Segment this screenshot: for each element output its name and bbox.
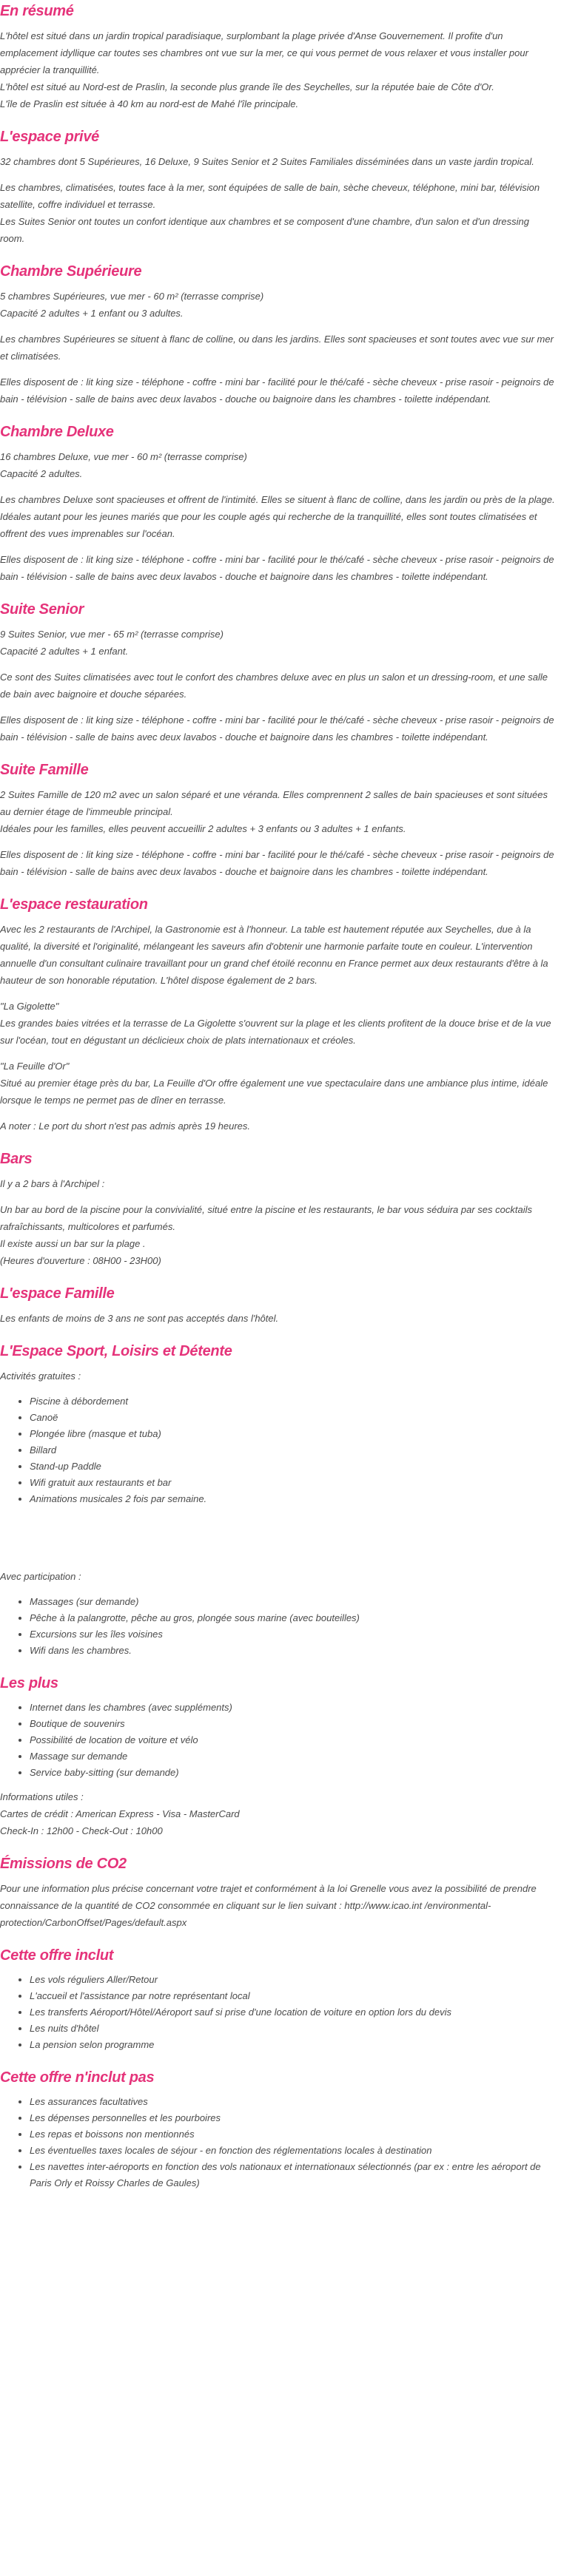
resume-line-1: L'hôtel est situé dans un jardin tropical paradisiaque, surplombant la plage privée d'Anse Gouvernement. Il profite d'un emplacement idyllique car toutes ses chambres ont vue sur la mer, ce qui vous permet de vous relaxer et vous installer pour apprécier la tranquillité. — [0, 30, 528, 75]
plus-info — [0, 1788, 555, 1839]
feuille-desc: Situé au premier étage près du bar, La Feuille d'Or offre également une vue spectaculaire dans une ambiance plus intime, idéale lorsque le temps ne permet pas de dîner en terrasse. — [0, 1078, 548, 1106]
senior-spec — [0, 626, 555, 660]
senior-spec-line-2: Capacité 2 adultes + 1 enfant. — [0, 646, 129, 657]
list-item: • Plongée libre (masque et tuba) — [30, 1426, 555, 1442]
list-item: • Internet dans les chambres (avec suppléments) — [30, 1700, 555, 1716]
section-title-superieure: Chambre Supérieure — [0, 263, 142, 280]
list-item: • Massage sur demande — [30, 1748, 555, 1765]
restaurant-feuille-dor — [0, 1058, 555, 1109]
list-item: • Boutique de souvenirs — [30, 1716, 555, 1732]
bars-details — [0, 1201, 555, 1269]
list-item: • Stand-up Paddle — [30, 1458, 555, 1475]
superieure-spec-line-2: Capacité 2 adultes + 1 enfant ou 3 adultes. — [0, 308, 184, 319]
list-item: • Pêche à la palangrotte, pêche au gros, plongée sous marine (avec bouteilles) — [30, 1610, 555, 1626]
gigolette-name: "La Gigolette" — [0, 1001, 59, 1012]
list-item: • Les repas et boissons non mentionnés — [30, 2126, 555, 2143]
famille-spec — [0, 786, 555, 837]
list-item: • Les assurances facultatives — [30, 2094, 555, 2110]
section-title-deluxe: Chambre Deluxe — [0, 424, 114, 440]
deluxe-spec — [0, 448, 555, 482]
gigolette-desc: Les grandes baies vitrées et la terrasse de La Gigolette s'ouvrent sur la plage et les clients profitent de la douce brise et de la vue sur l'océan, tout en dégustant un déclicieux choix de plats internationaux et créoles. — [0, 1018, 551, 1046]
list-item: • Les dépenses personnelles et les pourboires — [30, 2110, 555, 2126]
deluxe-spec-line-1: 16 chambres Deluxe, vue mer - 60 m² (terrasse comprise) — [0, 451, 247, 462]
resume-line-2: L'hôtel est situé au Nord-est de Praslin, la seconde plus grande île des Seychelles, sur la réputée baie de Côte d'Or. — [0, 81, 494, 92]
restauration-note: A noter : Le port du short n'est pas admis après 19 heures. — [0, 1120, 251, 1132]
list-item: • Les éventuelles taxes locales de séjour - en fonction des réglementations locales à destination — [30, 2143, 555, 2159]
sport-paid-label: Avec participation : — [0, 1571, 81, 1582]
section-title-espace-prive: L'espace privé — [0, 129, 99, 145]
restaurant-gigolette — [0, 998, 555, 1049]
section-title-resume: En résumé — [0, 3, 74, 19]
section-title-senior: Suite Senior — [0, 601, 84, 618]
famille-equip: Elles disposent de : lit king size - téléphone - coffre - mini bar - facilité pour le thé/café - sèche cheveux - prise rasoir - peignoirs de bain - télévision - salle de bains avec deux lavabos - douche et baignoire dans les chambres - toilette indépendant. — [0, 849, 554, 877]
list-item: • Massages (sur demande) — [30, 1594, 555, 1610]
espace-prive-p2-line-2: Les Suites Senior ont toutes un confort identique aux chambres et se composent d'une chambre, d'un salon et d'un dressing room. — [0, 216, 529, 244]
ninclut-list — [0, 2094, 555, 2191]
deluxe-equip: Elles disposent de : lit king size - téléphone - coffre - mini bar - facilité pour le thé/café - sèche cheveux - prise rasoir - peignoirs de bain - télévision - salle de bains avec deux lavabos - douche et baignoire dans les chambres - toilette indépendant. — [0, 554, 554, 582]
list-item: • Les nuits d'hôtel — [30, 2021, 555, 2037]
plus-info-line-3: Check-In : 12h00 - Check-Out : 10h00 — [0, 1825, 163, 1836]
senior-spec-line-1: 9 Suites Senior, vue mer - 65 m² (terrasse comprise) — [0, 629, 224, 640]
superieure-spec — [0, 288, 555, 322]
inclut-list — [0, 1972, 555, 2053]
list-item: • Service baby-sitting (sur demande) — [30, 1765, 555, 1781]
plus-list — [0, 1700, 555, 1781]
sport-free-list — [0, 1393, 555, 1507]
section-title-famille: Suite Famille — [0, 762, 89, 778]
list-item: • La pension selon programme — [30, 2037, 555, 2053]
espace-prive-p1: 32 chambres dont 5 Supérieures, 16 Deluxe, 9 Suites Senior et 2 Suites Familiales disséminées dans un vaste jardin tropical. — [0, 156, 534, 167]
section-title-co2: Émissions de CO2 — [0, 1856, 127, 1872]
famille-spec-line-2: Idéales pour les familles, elles peuvent accueillir 2 adultes + 3 enfants ou 3 adultes + 1 enfants. — [0, 823, 406, 834]
list-item: • L'accueil et l'assistance par notre représentant local — [30, 1988, 555, 2004]
senior-desc: Ce sont des Suites climatisées avec tout le confort des chambres deluxe avec en plus un salon et un dressing-room, et une salle de bain avec baignoire et douche séparées. — [0, 672, 548, 700]
resume-line-3: L'île de Praslin est située à 40 km au nord-est de Mahé l'île principale. — [0, 98, 299, 109]
plus-info-line-2: Cartes de crédit : American Express - Visa - MasterCard — [0, 1808, 240, 1819]
list-item: • Possibilité de location de voiture et vélo — [30, 1732, 555, 1748]
bars-line-2: Il existe aussi un bar sur la plage . — [0, 1238, 146, 1249]
superieure-equip: Elles disposent de : lit king size - téléphone - coffre - mini bar - facilité pour le thé/café - sèche cheveux - prise rasoir - peignoirs de bain - télévision - salle de bains avec deux lavabos - douche ou baignoire dans les chambres - toilette indépendant. — [0, 376, 554, 405]
list-item: • Les navettes inter-aéroports en fonction des vols nationaux et internationaux sélectionnés (par ex : entre les aéroport de Paris Orly et Roissy Charles de Gaules) — [30, 2159, 555, 2191]
section-title-bars: Bars — [0, 1151, 33, 1167]
list-item: • Excursions sur les îles voisines — [30, 1626, 555, 1643]
sport-free-label: Activités gratuites : — [0, 1370, 81, 1382]
section-title-sport: L'Espace Sport, Loisirs et Détente — [0, 1343, 232, 1359]
list-item: • Wifi dans les chambres. — [30, 1643, 555, 1659]
list-item: • Les transferts Aéroport/Hôtel/Aéroport sauf si prise d'une location de voiture en option lors du devis — [30, 2004, 555, 2021]
list-item: • Les vols réguliers Aller/Retour — [30, 1972, 555, 1988]
deluxe-spec-line-2: Capacité 2 adultes. — [0, 468, 83, 479]
espace-prive-p2-line-1: Les chambres, climatisées, toutes face à la mer, sont équipées de salle de bain, sèche cheveux, téléphone, mini bar, télévision satellite, coffre individuel et terrasse. — [0, 182, 540, 210]
superieure-spec-line-1: 5 chambres Supérieures, vue mer - 60 m² (terrasse comprise) — [0, 291, 264, 302]
bars-intro: Il y a 2 bars à l'Archipel : — [0, 1178, 105, 1189]
bars-line-3: (Heures d'ouverture : 08H00 - 23H00) — [0, 1255, 161, 1266]
list-item: • Piscine à débordement — [30, 1393, 555, 1410]
famille-spec-line-1: 2 Suites Famille de 120 m2 avec un salon séparé et une véranda. Elles comprennent 2 salles de bain spacieuses et sont situées au dernier étage de l'immeuble principal. — [0, 789, 548, 817]
bars-line-1: Un bar au bord de la piscine pour la convivialité, situé entre la piscine et les restaurants, le bar vous séduira par ses cocktails rafraîchissants, multicolores et parfumés. — [0, 1204, 532, 1232]
list-item: • Animations musicales 2 fois par semaine. — [30, 1491, 555, 1507]
section-title-ninclut: Cette offre n'inclut pas — [0, 2069, 155, 2086]
section-title-inclut: Cette offre inclut — [0, 1947, 114, 1964]
restauration-intro: Avec les 2 restaurants de l'Archipel, la Gastronomie est à l'honneur. La table est hautement réputée aux Seychelles, due à la qualité, la diversité et l'originalité, mélangeant les saveurs afin d'obtenir une harmonie parfaite toute en couleur. L'intervention annuelle d'un consultant culinaire travaillant pour un grand chef étoilé reconnu en France permet aux deux restaurants d'être à la hauteur de son honorable réputation. L'hôtel dispose également de 2 bars. — [0, 924, 548, 986]
espace-famille-text: Les enfants de moins de 3 ans ne sont pas acceptés dans l'hôtel. — [0, 1313, 279, 1324]
list-item: • Canoë — [30, 1410, 555, 1426]
resume-paragraph — [0, 27, 555, 112]
blank-space — [0, 1515, 555, 1568]
co2-text: Pour une information plus précise concernant votre trajet et conformément à la loi Grenelle vous avez la possibilité de prendre connaissance de la quantité de CO2 consommée en cliquant sur le lien suivant : http://www.icao.int /environmental-protection/CarbonOffset/Pages/default.aspx — [0, 1883, 537, 1928]
espace-prive-p2 — [0, 179, 555, 247]
section-title-restauration: L'espace restauration — [0, 896, 148, 913]
section-title-plus: Les plus — [0, 1675, 58, 1691]
section-title-espace-famille: L'espace Famille — [0, 1285, 115, 1302]
sport-paid-list — [0, 1594, 555, 1659]
superieure-desc: Les chambres Supérieures se situent à flanc de colline, ou dans les jardins. Elles sont spacieuses et sont toutes avec vue sur mer et climatisées. — [0, 334, 554, 362]
deluxe-desc: Les chambres Deluxe sont spacieuses et offrent de l'intimité. Elles se situent à flanc de colline, dans les jardin ou près de la plage. Idéales autant pour les jeunes mariés que pour les couple agés qui recherche de la tranquillité, elles sont toutes climatisées et offrent des vues imprenables sur l'océan. — [0, 494, 555, 539]
feuille-name: "La Feuille d'Or" — [0, 1061, 70, 1072]
plus-info-line-1: Informations utiles : — [0, 1791, 84, 1802]
list-item: • Billard — [30, 1442, 555, 1458]
senior-equip: Elles disposent de : lit king size - téléphone - coffre - mini bar - facilité pour le thé/café - sèche cheveux - prise rasoir - peignoirs de bain - télévision - salle de bains avec deux lavabos - douche et baignoire dans les chambres - toilette indépendant. — [0, 714, 554, 743]
list-item: • Wifi gratuit aux restaurants et bar — [30, 1475, 555, 1491]
